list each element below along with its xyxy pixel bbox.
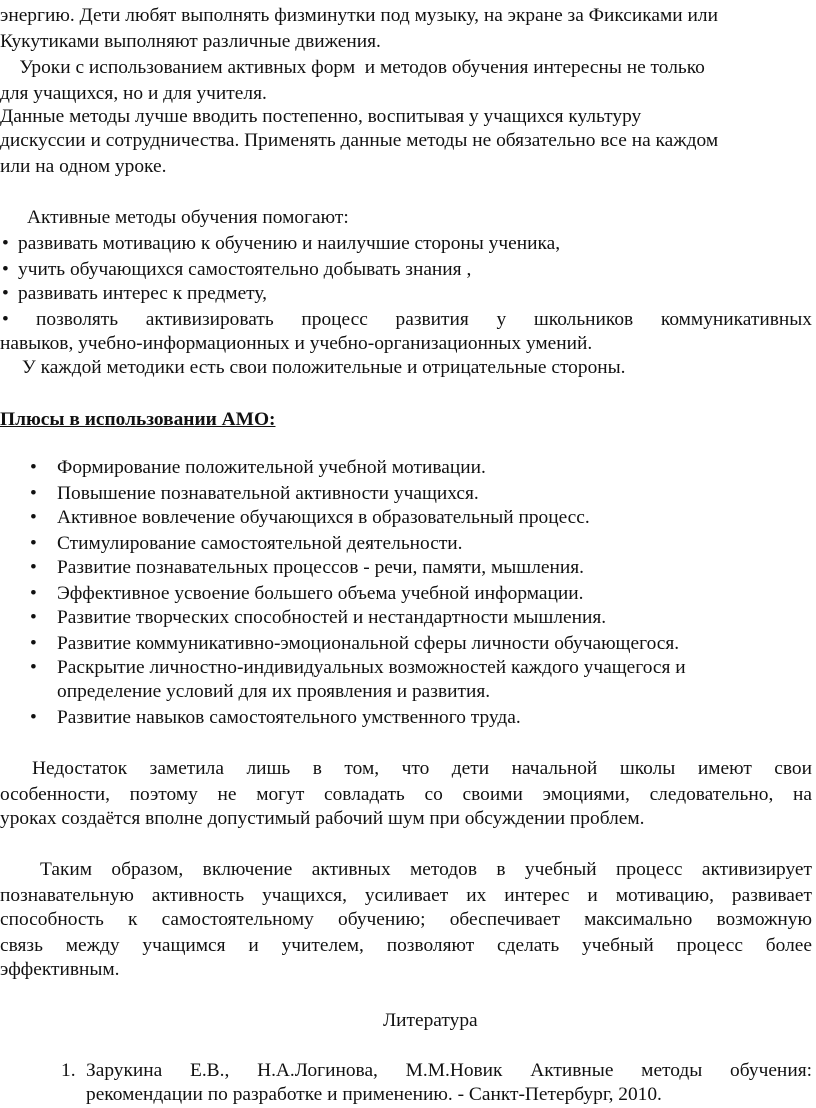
pros-item: Развитие навыков самостоятельного умственного труда.: [57, 707, 521, 728]
reference-line-2: рекомендации по разработке и применению. - Санкт-Петербург, 2010.: [86, 1084, 662, 1105]
bullet-dot: •: [30, 533, 37, 554]
helps-item-2: учить обучающихся самостоятельно добывать знания ,: [18, 259, 472, 280]
bullet-dot: •: [30, 657, 37, 678]
pros-item: Развитие коммуникативно-эмоциональной сферы личности обучающегося.: [57, 633, 680, 654]
pros-item: Эффективное усвоение большего объема учебной информации.: [57, 583, 584, 604]
bullet-dot: •: [30, 483, 37, 504]
bullet-dot: •: [2, 309, 9, 330]
intro-line-7: или на одном уроке.: [0, 156, 167, 177]
intro-line-3: Уроки с использованием активных форм и методов обучения интересны не только: [0, 57, 705, 78]
pros-item: Развитие познавательных процессов - речи, памяти, мышления.: [57, 557, 585, 578]
conclusion-line-5: эффективным.: [0, 959, 120, 980]
helps-item-4: позволять активизировать процесс развития у школьников коммуникативных: [36, 309, 812, 330]
bullet-dot: •: [2, 283, 9, 304]
helps-after-text: У каждой методики есть свои положительные и отрицательные стороны.: [22, 357, 626, 378]
pros-item: Формирование положительной учебной мотивации.: [57, 457, 486, 478]
helps-item-3: развивать интерес к предмету,: [18, 283, 267, 304]
bullet-dot: •: [2, 259, 9, 280]
drawback-line-3: уроках создаётся вполне допустимый рабочий шум при обсуждении проблем.: [0, 808, 645, 829]
conclusion-line-4: связь между учащимся и учителем, позволяют сделать учебный процесс более: [0, 935, 812, 956]
intro-line-5: Данные методы лучше вводить постепенно, воспитывая у учащихся культуру: [0, 106, 642, 127]
pros-item: Раскрытие личностно-индивидуальных возможностей каждого учащегося и: [57, 657, 686, 678]
literature-heading: Литература: [383, 1010, 478, 1031]
bullet-dot: •: [30, 707, 37, 728]
pros-item-continued: определение условий для их проявления и развития.: [57, 681, 491, 702]
pros-item: Активное вовлечение обучающихся в образовательный процесс.: [57, 507, 590, 528]
bullet-dot: •: [30, 633, 37, 654]
pros-item: Повышение познавательной активности учащихся.: [57, 483, 479, 504]
intro-line-1: энергию. Дети любят выполнять физминутки под музыку, на экране за Фиксиками или: [0, 5, 718, 26]
drawback-line-1: Недостаток заметила лишь в том, что дети начальной школы имеют свои: [32, 758, 812, 779]
helps-item-4-continued: навыков, учебно-информационных и учебно-организационных умений.: [0, 333, 593, 354]
helps-heading: Активные методы обучения помогают:: [27, 207, 349, 228]
bullet-dot: •: [30, 457, 37, 478]
bullet-dot: •: [30, 507, 37, 528]
intro-line-2: Кукутиками выполняют различные движения.: [0, 31, 381, 52]
helps-item-1: развивать мотивацию к обучению и наилучшие стороны ученика,: [18, 233, 561, 254]
pros-item: Стимулирование самостоятельной деятельности.: [57, 533, 463, 554]
conclusion-line-3: способность к самостоятельному обучению; обеспечивает максимально возможную: [0, 909, 812, 930]
conclusion-line-2: познавательную активность учащихся, усиливает их интерес и мотивацию, развивает: [0, 885, 812, 906]
intro-line-4: для учащихся, но и для учителя.: [0, 83, 267, 104]
intro-line-6: дискуссии и сотрудничества. Применять данные методы не обязательно все на каждом: [0, 130, 719, 151]
bullet-dot: •: [30, 583, 37, 604]
conclusion-line-1: Таким образом, включение активных методов в учебный процесс активизирует: [40, 859, 812, 880]
bullet-dot: •: [30, 607, 37, 628]
bullet-dot: •: [30, 557, 37, 578]
drawback-line-2: особенности, поэтому не могут совладать со своими эмоциями, следовательно, на: [0, 784, 812, 805]
reference-line-1: Зарукина Е.В., Н.А.Логинова, М.М.Новик Активные методы обучения:: [86, 1060, 812, 1081]
bullet-dot: •: [2, 233, 9, 254]
pros-item: Развитие творческих способностей и нестандартности мышления.: [57, 607, 607, 628]
reference-number: 1.: [61, 1060, 76, 1081]
pros-heading: Плюсы в использовании АМО:: [0, 409, 276, 430]
